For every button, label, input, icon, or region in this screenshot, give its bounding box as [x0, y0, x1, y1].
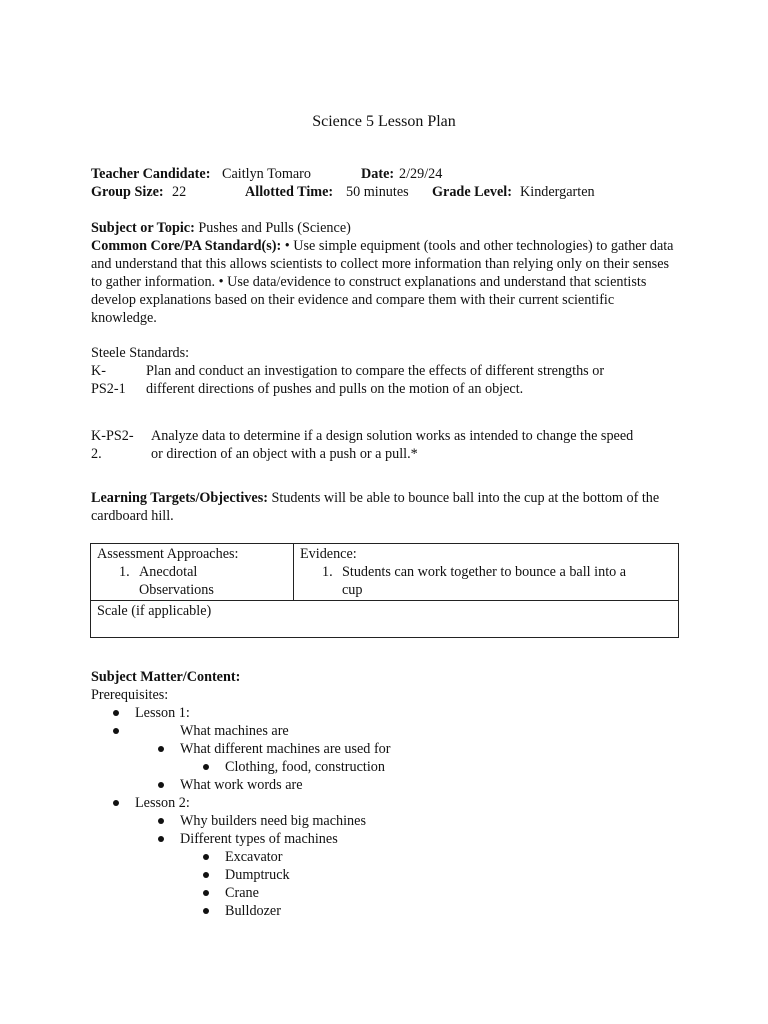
assessment-approaches-cell [91, 544, 294, 601]
bullet [203, 890, 209, 896]
machine-item: Excavator [225, 849, 283, 865]
header-info [91, 165, 681, 201]
subject-label: Subject or Topic: [91, 220, 195, 236]
objectives-text: Students will be able to bounce ball into the cup at the bottom of the cardboard hill. [91, 490, 660, 524]
standards-text: • Use simple equipment (tools and other technologies) to gather data and understand that this allows scientists to collect more information than relying only on their senses to gather information. • Use data/evidence to construct explanations and understand that scientists develop explanations based on their evidence and compare them with their current scientific knowledge. [91, 238, 674, 326]
evidence-cell [294, 544, 679, 601]
allotted-time-value: 50 minutes [346, 184, 409, 200]
evidence-item [300, 563, 672, 599]
standards-paragraph [91, 237, 681, 327]
steele-2-code-line-2: 2. [91, 446, 102, 462]
prerequisites-label: Prerequisites: [91, 687, 169, 703]
group-size-label: Group Size: [91, 184, 164, 200]
subject-value: Pushes and Pulls (Science) [198, 220, 351, 236]
assessment-table [90, 543, 679, 638]
steele-2-code-line-1: K-PS2- [91, 428, 134, 444]
steele-standard-2 [91, 427, 681, 463]
steele-2-text-line-1: Analyze data to determine if a design solution works as intended to change the speed [151, 428, 634, 444]
bullet [158, 836, 164, 842]
document-title: Science 5 Lesson Plan [312, 113, 456, 130]
evidence-line-1: Students can work together to bounce a ball into a [342, 564, 627, 580]
steele-1-text-line-2: different directions of pushes and pulls on the motion of an object. [146, 381, 524, 397]
subject-section [91, 219, 681, 327]
evidence-header: Evidence: [300, 546, 357, 562]
grade-level-value: Kindergarten [520, 184, 595, 200]
bullet [113, 728, 119, 734]
scale-label: Scale (if applicable) [97, 603, 212, 619]
scale-cell [91, 601, 679, 638]
evidence-inner [294, 544, 678, 600]
bullet [113, 800, 119, 806]
lesson-1-item: Lesson 1: [135, 705, 190, 721]
objectives-label: Learning Targets/Objectives: [91, 490, 268, 506]
date-value: 2/29/24 [399, 166, 443, 182]
steele-1-text-line-1: Plan and conduct an investigation to compare the effects of different strengths or [146, 363, 605, 379]
steele-standards [91, 344, 681, 362]
approaches-inner [91, 544, 293, 600]
grade-level-label: Grade Level: [432, 184, 512, 200]
steele-1-line-2 [91, 380, 681, 398]
teacher-value: Caitlyn Tomaro [222, 166, 311, 182]
bullet [203, 764, 209, 770]
machine-item: Dumptruck [225, 867, 290, 883]
steele-standard-1 [91, 362, 681, 398]
list-item: Clothing, food, construction [225, 759, 385, 775]
subject-matter-section [91, 668, 681, 704]
machine-item: Crane [225, 885, 259, 901]
approach-line-2: Observations [139, 582, 214, 598]
header-row-1 [91, 165, 681, 183]
approach-item [97, 563, 287, 599]
teacher-label: Teacher Candidate: [91, 166, 211, 182]
header-row-2 [91, 183, 681, 201]
approach-line-1: Anecdotal [139, 564, 198, 580]
steele-1-line-1 [91, 362, 681, 380]
steele-1-code-line-2: PS2-1 [91, 381, 126, 397]
steele-1-code-line-1: K- [91, 363, 106, 379]
group-size-value: 22 [172, 184, 187, 200]
evidence-number: 1. [322, 564, 333, 580]
list-item: What work words are [180, 777, 303, 793]
subject-row [91, 219, 681, 237]
list-item: Different types of machines [180, 831, 338, 847]
standards-label: Common Core/PA Standard(s): [91, 238, 282, 254]
steele-2-text-line-2: or direction of an object with a push or a pull.* [151, 446, 418, 462]
steele-heading: Steele Standards: [91, 345, 190, 361]
bullet [158, 818, 164, 824]
steele-2-line-1 [91, 427, 681, 445]
bullet [113, 710, 119, 716]
list-item: What different machines are used for [180, 741, 391, 757]
approach-number: 1. [119, 564, 130, 580]
date-label: Date: [361, 166, 395, 182]
lesson-2-item: Lesson 2: [135, 795, 190, 811]
list-item: Why builders need big machines [180, 813, 366, 829]
evidence-line-2: cup [342, 582, 363, 598]
allotted-time-label: Allotted Time: [245, 184, 334, 200]
list-item: What machines are [180, 723, 289, 739]
learning-targets [91, 489, 681, 525]
bullet [158, 782, 164, 788]
bullet [203, 908, 209, 914]
steele-2-line-2 [91, 445, 681, 463]
subject-matter-heading: Subject Matter/Content: [91, 669, 241, 685]
bullet [158, 746, 164, 752]
approaches-header: Assessment Approaches: [97, 546, 239, 562]
bullet [203, 872, 209, 878]
machine-item: Bulldozer [225, 903, 281, 919]
bullet [203, 854, 209, 860]
